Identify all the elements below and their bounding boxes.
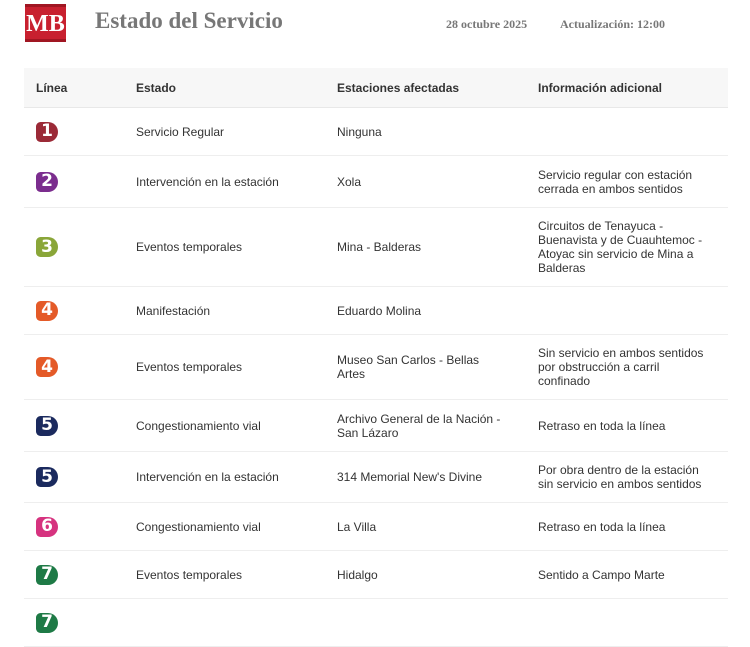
line-badge-icon[interactable]: 4 <box>36 301 58 321</box>
status-cell: Intervención en la estación <box>124 156 325 208</box>
line-cell <box>24 108 124 156</box>
stations-cell <box>325 599 526 647</box>
stations-cell: Xola <box>325 156 526 208</box>
status-cell: Congestionamiento vial <box>124 503 325 551</box>
line-badge-icon[interactable]: 2 <box>36 172 58 192</box>
status-cell: Servicio Regular <box>124 108 325 156</box>
stations-cell: 314 Memorial New's Divine <box>325 452 526 503</box>
line-cell <box>24 599 124 647</box>
header-row <box>24 68 728 108</box>
service-status-table <box>24 68 728 647</box>
line-badge-icon[interactable]: 4 <box>36 357 58 377</box>
line-cell <box>24 503 124 551</box>
line-badge-icon[interactable]: 7 <box>36 565 58 585</box>
table-row <box>24 335 728 400</box>
update-time-label: Actualización: 12:00 <box>560 17 665 31</box>
table-row <box>24 452 728 503</box>
status-cell: Eventos temporales <box>124 551 325 599</box>
status-cell: Manifestación <box>124 287 325 335</box>
status-cell: Eventos temporales <box>124 208 325 287</box>
table-row <box>24 208 728 287</box>
column-header-info: Información adicional <box>526 68 728 108</box>
info-cell <box>526 287 728 335</box>
stations-cell: Museo San Carlos - Bellas Artes <box>325 335 526 400</box>
table-row <box>24 503 728 551</box>
table-row <box>24 599 728 647</box>
line-cell <box>24 400 124 452</box>
table-row <box>24 287 728 335</box>
line-badge-icon[interactable]: 3 <box>36 237 58 257</box>
line-cell <box>24 287 124 335</box>
info-cell <box>526 108 728 156</box>
table-row <box>24 400 728 452</box>
page-header <box>0 0 750 68</box>
line-cell <box>24 208 124 287</box>
table-row <box>24 156 728 208</box>
stations-cell: Eduardo Molina <box>325 287 526 335</box>
info-cell: Circuitos de Tenayuca - Buenavista y de Cuauhtemoc - Atoyac sin servicio de Mina a Balderas <box>526 208 728 287</box>
column-header-line: Línea <box>24 68 124 108</box>
metrobus-logo[interactable] <box>25 4 66 42</box>
info-cell: Por obra dentro de la estación sin servicio en ambos sentidos <box>526 452 728 503</box>
date-label: 28 octubre 2025 <box>446 17 528 31</box>
stations-cell: Ninguna <box>325 108 526 156</box>
line-cell <box>24 551 124 599</box>
stations-cell: Mina - Balderas <box>325 208 526 287</box>
line-cell <box>24 452 124 503</box>
status-cell: Congestionamiento vial <box>124 400 325 452</box>
stations-cell: Archivo General de la Nación - San Lázaro <box>325 400 526 452</box>
line-badge-icon[interactable]: 6 <box>36 517 58 537</box>
stations-cell: Hidalgo <box>325 551 526 599</box>
line-cell <box>24 335 124 400</box>
table-row <box>24 108 728 156</box>
table-header <box>24 68 728 108</box>
page-title: Estado del Servicio <box>95 8 283 33</box>
line-badge-icon[interactable]: 5 <box>36 467 58 487</box>
table-body <box>24 108 728 647</box>
info-cell: Retraso en toda la línea <box>526 503 728 551</box>
line-cell <box>24 156 124 208</box>
status-cell: Intervención en la estación <box>124 452 325 503</box>
logo-text: MB <box>26 11 65 37</box>
info-cell: Retraso en toda la línea <box>526 400 728 452</box>
info-cell: Sentido a Campo Marte <box>526 551 728 599</box>
table-row <box>24 551 728 599</box>
info-cell: Sin servicio en ambos sentidos por obstrucción a carril confinado <box>526 335 728 400</box>
line-badge-icon[interactable]: 5 <box>36 416 58 436</box>
line-badge-icon[interactable]: 1 <box>36 122 58 142</box>
info-cell <box>526 599 728 647</box>
status-cell: Eventos temporales <box>124 335 325 400</box>
column-header-stations: Estaciones afectadas <box>325 68 526 108</box>
line-badge-icon[interactable]: 7 <box>36 613 58 633</box>
stations-cell: La Villa <box>325 503 526 551</box>
info-cell: Servicio regular con estación cerrada en ambos sentidos <box>526 156 728 208</box>
column-header-status: Estado <box>124 68 325 108</box>
status-cell <box>124 599 325 647</box>
